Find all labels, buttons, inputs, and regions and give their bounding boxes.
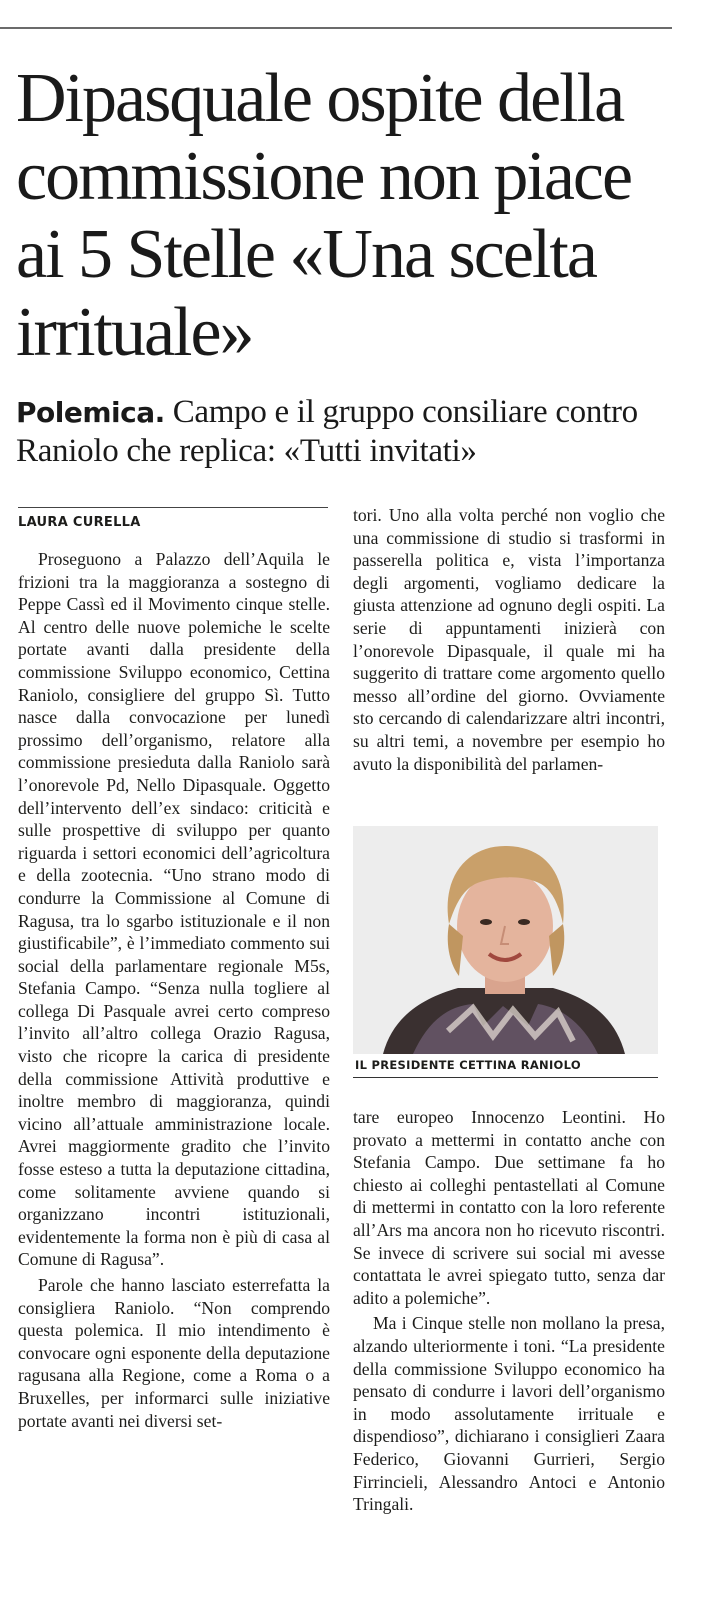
top-rule: [0, 27, 672, 29]
portrait-photo-icon: [353, 826, 658, 1054]
paragraph-2: Parole che hanno lasciato esterrefatta la consigliera Raniolo. “Non comprendo questa polemica. Il mio intendimento è convocare ogni esponente della deputazione ragusana alla Regione, come a Roma o a Bruxelles, per informarci sulle iniziative portate avanti nei diversi set-: [18, 1275, 330, 1431]
paragraph-2-continued: tori. Uno alla volta perché non voglio che una commissione di studio si trasformi in passerella politica e, vista l’importanza degli argomenti, vogliamo dedicare la giusta attenzione ad ognuno degli ospiti. La serie di appuntamenti inizierà con l’onorevole Dipasquale, il quale mi ha suggerito di trattare come argomento quello messo all’ordine del giorno. Ovviamente sto cercando di calendarizzare altri incontri, su altri temi, a novembre per esempio ho avuto la disponibilità del parlamen-: [353, 505, 665, 774]
portrait-photo: [353, 826, 658, 1054]
column-1: [18, 548, 330, 1432]
caption-rule: [353, 1077, 658, 1078]
byline: LAURA CURELLA: [18, 515, 141, 530]
paragraph-4: Ma i Cinque stelle non mollano la presa, alzando ulteriormente i toni. “La presidente della commissione Sviluppo economico ha pensato di condurre i lavori dell’organismo in modo assolutamente irrituale e dispendioso”, dichiarano i consiglieri Zaara Federico, Giovanni Gurrieri, Sergio Firrincieli, Alessandro Antoci e Antonio Tringali.: [353, 1313, 665, 1515]
subheadline: [16, 393, 686, 470]
subhead-text: Campo e il gruppo consiliare contro Raniolo che replica: «Tutti invitati»: [16, 394, 638, 469]
paragraph-1: Proseguono a Palazzo dell’Aquila le frizioni tra la maggioranza a sostegno di Peppe Cassì ed il Movimento cinque stelle. Al centro delle nuove polemiche le scelte portate avanti dalla presidente della commissione Sviluppo economico, Cettina Raniolo, consigliere del gruppo Sì. Tutto nasce dalla convocazione per lunedì prossimo dell’organismo, relatore alla commissione presieduta dalla Raniolo sarà l’onorevole Pd, Nello Dipasquale. Oggetto dell’intervento dell’ex sindaco: criticità e sulle prospettive di sviluppo per quanto riguarda i settori economici dell’agricoltura e della zootecnia. “Uno strano modo di condurre la Commissione al Comune di Ragusa, tra lo sgarbo istituzionale e il non giustificabile”, è l’immediato commento sui social della parlamentare regionale M5s, Stefania Campo. “Senza nulla togliere al collega Di Pasquale avrei certo compreso l’invito all’altro collega Orazio Ragusa, visto che ricopre la carica di presidente della commissione Attività produttive e inoltre membro di maggioranza, quindi vicino all’attuale amministrazione locale. Avrei maggiormente gradito che l’invito fosse esteso a tutta la deputazione cittadina, come solitamente avviene quando si organizzano incontri istituzionali, evidentemente la forma non è più di casa al Comune di Ragusa”.: [18, 549, 330, 1270]
paragraph-3: tare europeo Innocenzo Leontini. Ho provato a mettermi in contatto anche con Stefania Campo. Due settimane fa ho chiesto ai colleghi pentastellati al Comune di mettermi in contatto con la loro referente all’Ars ma ancora non ho ricevuto riscontri. Se invece di scrivere sui social mi avesse contattata le avrei spiegato tutto, senza dar adito a polemiche”.: [353, 1107, 665, 1308]
photo-caption: IL PRESIDENTE CETTINA RANIOLO: [355, 1058, 581, 1072]
kicker: Polemica.: [16, 396, 165, 429]
column-2-top: [353, 504, 665, 775]
byline-rule: [18, 507, 328, 508]
column-2-bottom: [353, 1106, 665, 1516]
headline: Dipasquale ospite della commissione non piace ai 5 Stelle «Una scelta irrituale»: [16, 60, 632, 371]
